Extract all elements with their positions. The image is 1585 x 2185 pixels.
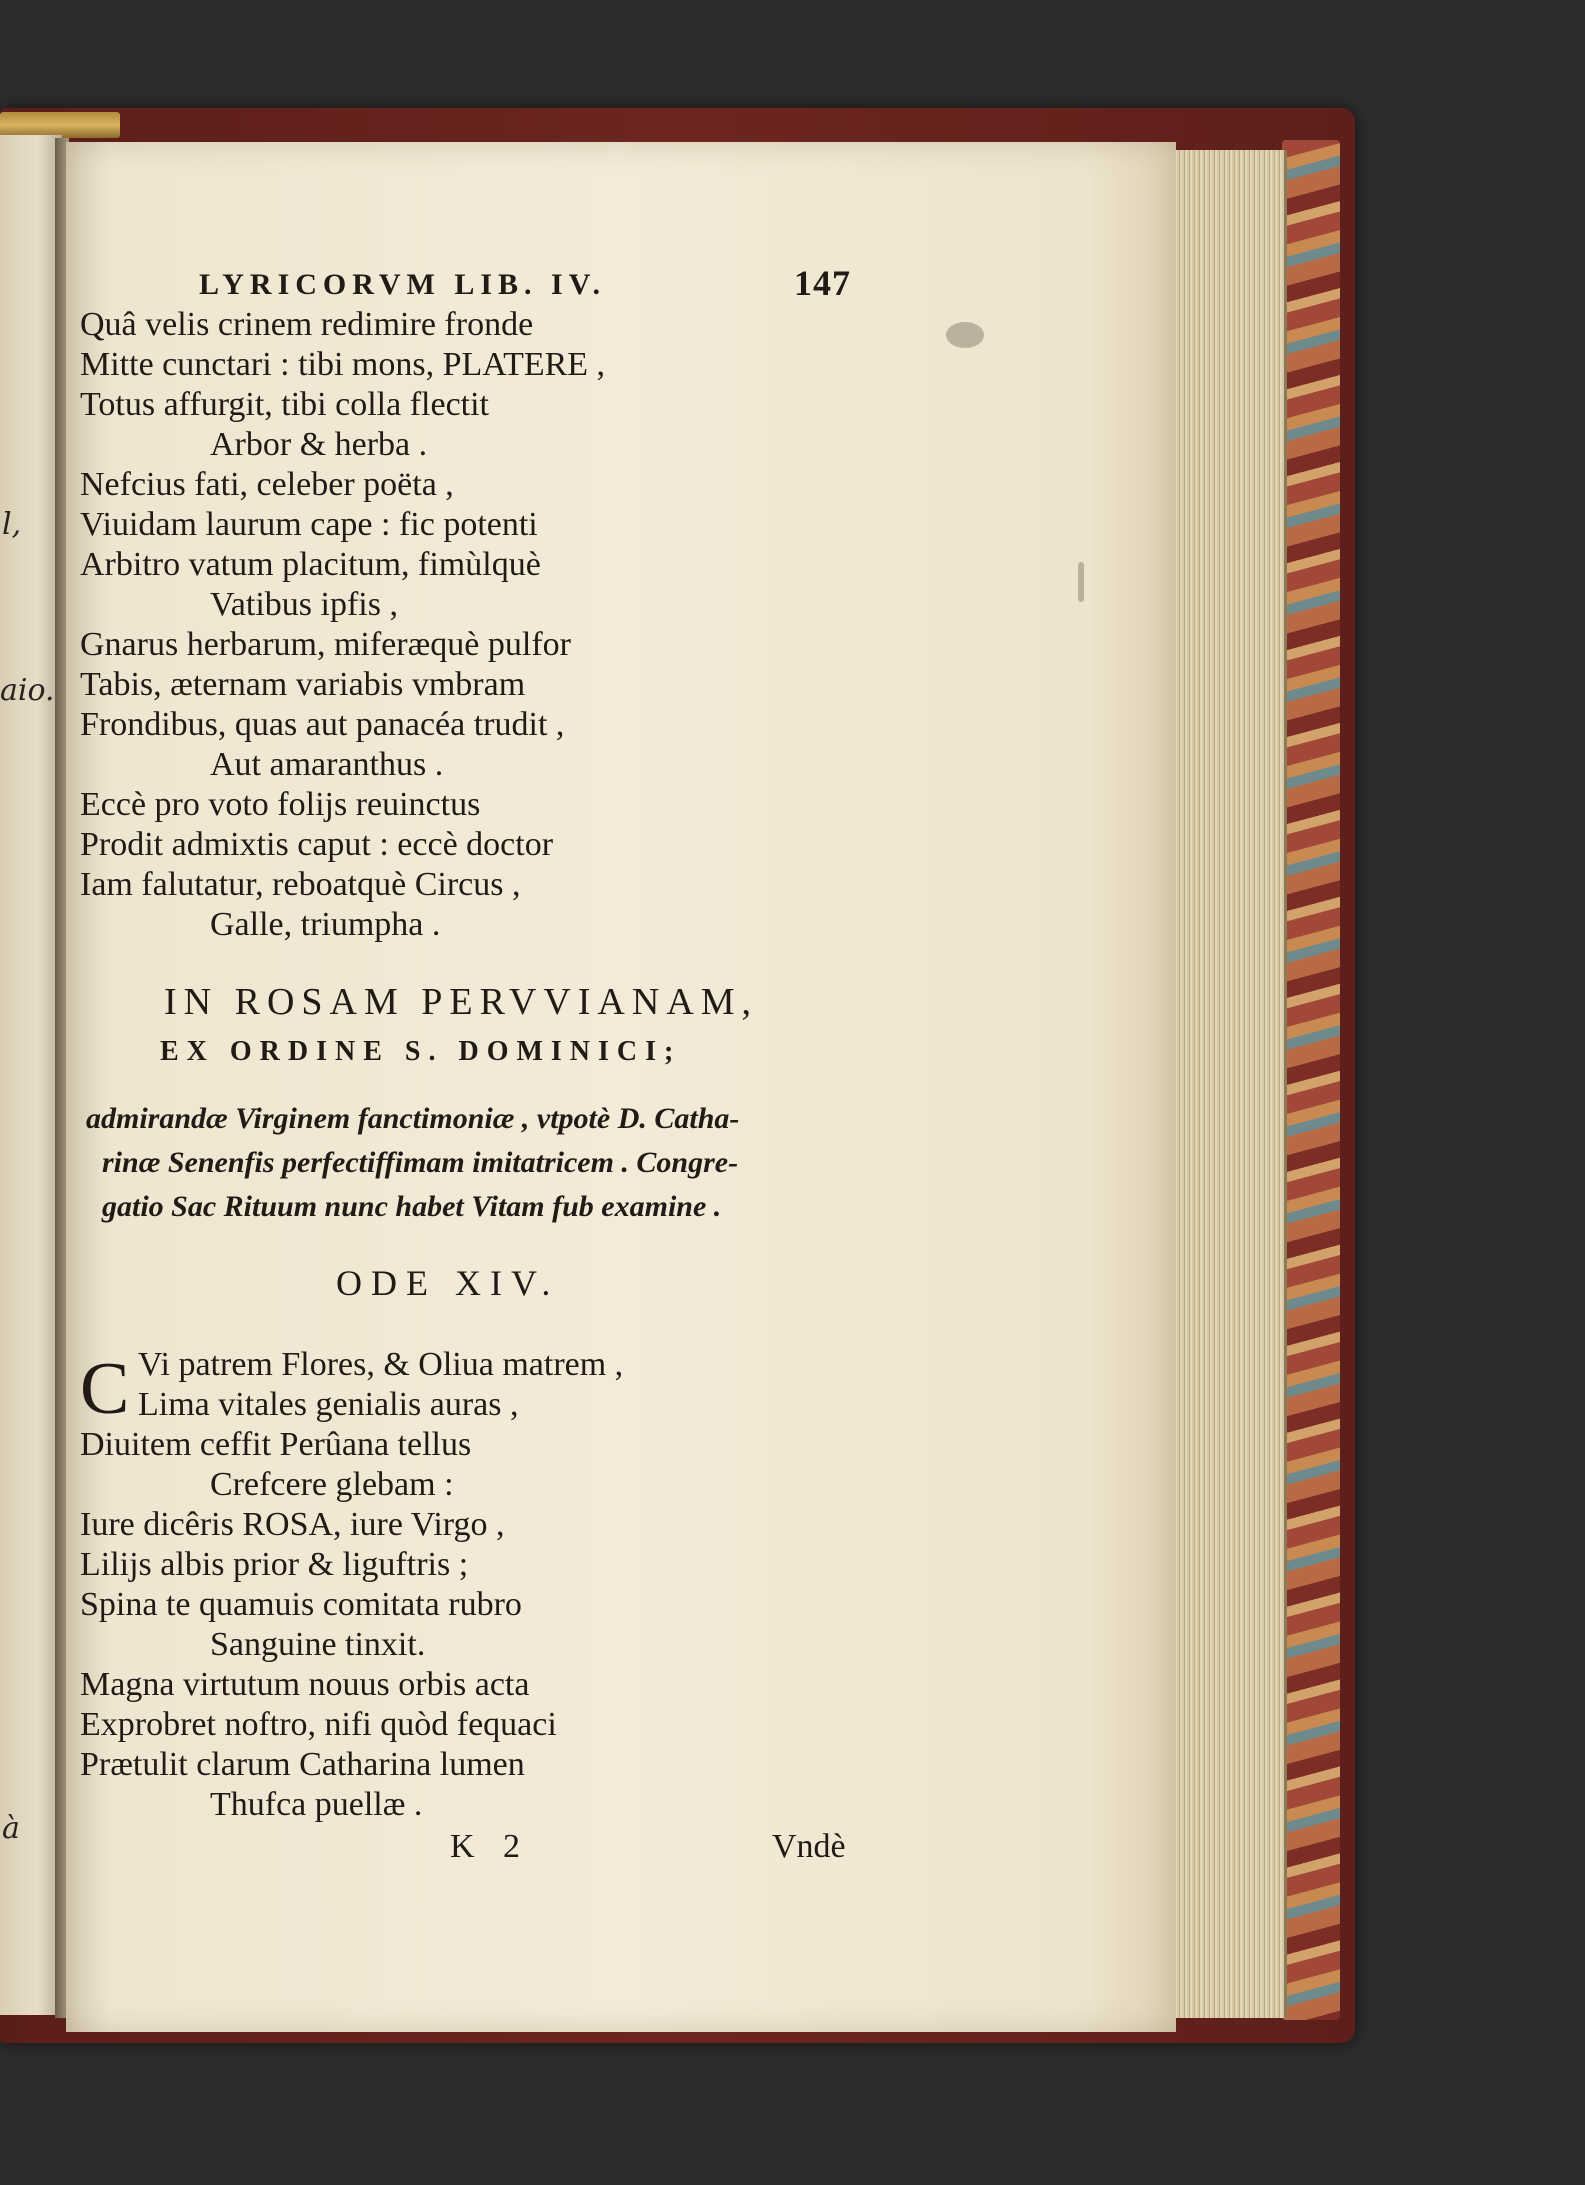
verse-line: Arbitro vatum placitum, fimùlquè [80,546,541,583]
verse-line: Tabis, æternam variabis vmbram [80,666,526,703]
verse-line: Galle, triumpha . [210,906,441,943]
ode-title-line2: EX ORDINE S. DOMINICI; [160,1036,682,1067]
facing-page-fragment: à [2,1811,20,1846]
facing-page-fragment: aio. [0,673,55,708]
verse-line: Quâ velis crinem redimire fronde [80,306,534,343]
facing-page-edge [0,135,62,2015]
running-title: LYRICORVM LIB. IV. [199,268,607,301]
verse-line: Gnarus herbarum, miferæquè pulfor [80,626,571,663]
verse-line: Vatibus ipfis , [210,586,398,623]
verse-line: Totus affurgit, tibi colla flectit [80,386,489,423]
drop-cap: C [80,1348,130,1430]
verse-line: Vi patrem Flores, & Oliua matrem , [138,1346,624,1383]
book-page [66,142,1176,2032]
verse-line: Prodit admixtis caput : eccè doctor [80,826,554,863]
paper-stain [1078,562,1084,602]
verse-line: Spina te quamuis comitata rubro [80,1586,522,1623]
page-block-edges [1172,150,1287,2018]
verse-line: Lima vitales genialis auras , [138,1386,519,1423]
page-number: 147 [794,263,851,303]
signature-mark: K 2 [450,1828,531,1865]
verse-line: Sanguine tinxit. [210,1626,426,1663]
verse-line: Exprobret noftro, nifi quòd fequaci [80,1706,557,1743]
verse-line: Viuidam laurum cape : fic potenti [80,506,538,543]
verse-line: Aut amaranthus . [210,746,444,783]
ode-subtitle-line: rinæ Senenfis perfectiffimam imitatricem . Congre- [102,1146,739,1179]
verse-line: Eccè pro voto folijs reuinctus [80,786,481,823]
verse-line: Magna virtutum nouus orbis acta [80,1666,530,1703]
verse-line: Prætulit clarum Catharina lumen [80,1746,525,1783]
verse-line: Thufca puellæ . [210,1786,423,1823]
ode-number: ODE XIV. [336,1263,560,1303]
verse-line: Iam falutatur, reboatquè Circus , [80,866,521,903]
verse-line: Arbor & herba . [210,426,428,463]
ode-title-line1: IN ROSAM PERVVIANAM, [164,981,759,1023]
verse-line: Crefcere glebam : [210,1466,454,1503]
catchword: Vndè [772,1828,846,1865]
marbled-endpaper [1282,140,1340,2020]
verse-line: Mitte cunctari : tibi mons, PLATERE , [80,346,606,383]
ode-subtitle-line: admirandæ Virginem fanctimoniæ , vtpotè D. Catha- [86,1102,740,1135]
facing-page-fragment: l, [2,507,22,542]
verse-line: Lilijs albis prior & liguftris ; [80,1546,469,1583]
verse-line: Diuitem ceffit Perûana tellus [80,1426,472,1463]
paper-stain [946,322,984,348]
ode-subtitle-line: gatio Sac Rituum nunc habet Vitam fub examine . [102,1190,722,1223]
verse-line: Nefcius fati, celeber poëta , [80,466,454,503]
verse-line: Iure dicêris ROSA, iure Virgo , [80,1506,505,1543]
verse-line: Frondibus, quas aut panacéa trudit , [80,706,565,743]
